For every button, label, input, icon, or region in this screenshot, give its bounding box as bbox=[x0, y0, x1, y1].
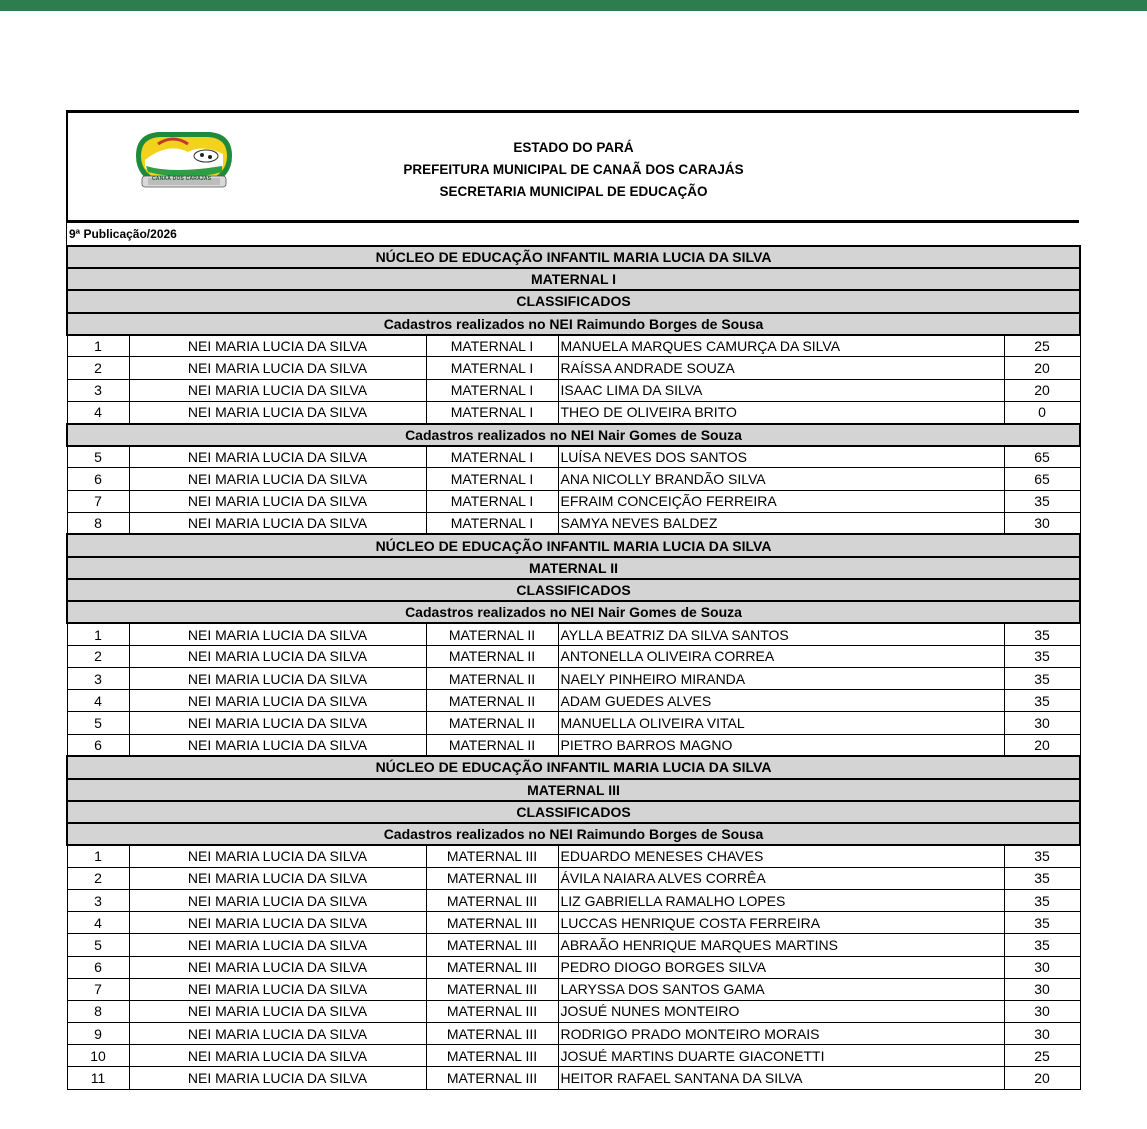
class-cell: MATERNAL III bbox=[426, 845, 558, 867]
rank-cell: 1 bbox=[67, 335, 129, 357]
table-row bbox=[67, 956, 1080, 978]
rank-cell: 2 bbox=[67, 645, 129, 667]
score-cell: 35 bbox=[1004, 490, 1080, 512]
document-header bbox=[66, 110, 1079, 223]
class-cell: MATERNAL III bbox=[426, 1067, 558, 1089]
class-cell: MATERNAL III bbox=[426, 1045, 558, 1067]
table-row bbox=[67, 490, 1080, 512]
school-cell: NEI MARIA LUCIA DA SILVA bbox=[129, 1045, 426, 1067]
school-cell: NEI MARIA LUCIA DA SILVA bbox=[129, 468, 426, 490]
status-heading: CLASSIFICADOS bbox=[67, 579, 1080, 601]
table-row bbox=[67, 401, 1080, 423]
rank-cell: 6 bbox=[67, 734, 129, 756]
student-name-cell: ANTONELLA OLIVEIRA CORREA bbox=[558, 645, 1004, 667]
class-cell: MATERNAL II bbox=[426, 712, 558, 734]
rank-cell: 1 bbox=[67, 623, 129, 645]
school-cell: NEI MARIA LUCIA DA SILVA bbox=[129, 690, 426, 712]
score-cell: 65 bbox=[1004, 446, 1080, 468]
status-heading-row bbox=[67, 579, 1080, 601]
score-cell: 35 bbox=[1004, 623, 1080, 645]
table-row bbox=[67, 1045, 1080, 1067]
score-cell: 30 bbox=[1004, 1000, 1080, 1022]
student-name-cell: JOSUÉ MARTINS DUARTE GIACONETTI bbox=[558, 1045, 1004, 1067]
header-secretariat: SECRETARIA MUNICIPAL DE EDUCAÇÃO bbox=[439, 184, 708, 199]
table-row bbox=[67, 845, 1080, 867]
school-cell: NEI MARIA LUCIA DA SILVA bbox=[129, 446, 426, 468]
rank-cell: 6 bbox=[67, 468, 129, 490]
rank-cell: 4 bbox=[67, 912, 129, 934]
score-cell: 35 bbox=[1004, 645, 1080, 667]
score-cell: 30 bbox=[1004, 512, 1080, 534]
class-heading-row bbox=[67, 779, 1080, 801]
school-cell: NEI MARIA LUCIA DA SILVA bbox=[129, 867, 426, 889]
student-name-cell: RAÍSSA ANDRADE SOUZA bbox=[558, 357, 1004, 379]
table-row bbox=[67, 867, 1080, 889]
status-heading: CLASSIFICADOS bbox=[67, 801, 1080, 823]
class-cell: MATERNAL I bbox=[426, 468, 558, 490]
student-name-cell: HEITOR RAFAEL SANTANA DA SILVA bbox=[558, 1067, 1004, 1089]
table-row bbox=[67, 934, 1080, 956]
table-row bbox=[67, 379, 1080, 401]
rank-cell: 10 bbox=[67, 1045, 129, 1067]
school-cell: NEI MARIA LUCIA DA SILVA bbox=[129, 889, 426, 911]
score-cell: 35 bbox=[1004, 668, 1080, 690]
header-prefecture: PREFEITURA MUNICIPAL DE CANAÃ DOS CARAJÁS bbox=[403, 162, 744, 177]
school-cell: NEI MARIA LUCIA DA SILVA bbox=[129, 645, 426, 667]
student-name-cell: JOSUÉ NUNES MONTEIRO bbox=[558, 1000, 1004, 1022]
school-cell: NEI MARIA LUCIA DA SILVA bbox=[129, 1000, 426, 1022]
class-heading: MATERNAL III bbox=[67, 779, 1080, 801]
table-row bbox=[67, 668, 1080, 690]
table-row bbox=[67, 468, 1080, 490]
school-cell: NEI MARIA LUCIA DA SILVA bbox=[129, 668, 426, 690]
table-row bbox=[67, 734, 1080, 756]
score-cell: 65 bbox=[1004, 468, 1080, 490]
class-heading: MATERNAL II bbox=[67, 557, 1080, 579]
school-cell: NEI MARIA LUCIA DA SILVA bbox=[129, 401, 426, 423]
school-cell: NEI MARIA LUCIA DA SILVA bbox=[129, 379, 426, 401]
rank-cell: 2 bbox=[67, 357, 129, 379]
rank-cell: 5 bbox=[67, 712, 129, 734]
student-name-cell: LARYSSA DOS SANTOS GAMA bbox=[558, 978, 1004, 1000]
student-name-cell: NAELY PINHEIRO MIRANDA bbox=[558, 668, 1004, 690]
group-heading: Cadastros realizados no NEI Raimundo Borges de Sousa bbox=[67, 823, 1080, 845]
student-name-cell: EFRAIM CONCEIÇÃO FERREIRA bbox=[558, 490, 1004, 512]
table-row bbox=[67, 1067, 1080, 1089]
school-heading-row bbox=[67, 756, 1080, 778]
score-cell: 20 bbox=[1004, 734, 1080, 756]
student-name-cell: LIZ GABRIELLA RAMALHO LOPES bbox=[558, 889, 1004, 911]
school-heading-row bbox=[67, 534, 1080, 556]
rank-cell: 7 bbox=[67, 978, 129, 1000]
table-row bbox=[67, 512, 1080, 534]
student-name-cell: MANUELLA OLIVEIRA VITAL bbox=[558, 712, 1004, 734]
score-cell: 35 bbox=[1004, 867, 1080, 889]
group-heading-row bbox=[67, 313, 1080, 335]
student-name-cell: LUÍSA NEVES DOS SANTOS bbox=[558, 446, 1004, 468]
class-cell: MATERNAL III bbox=[426, 956, 558, 978]
school-heading: NÚCLEO DE EDUCAÇÃO INFANTIL MARIA LUCIA DA SILVA bbox=[67, 534, 1080, 556]
school-cell: NEI MARIA LUCIA DA SILVA bbox=[129, 335, 426, 357]
class-cell: MATERNAL II bbox=[426, 645, 558, 667]
rank-cell: 3 bbox=[67, 379, 129, 401]
score-cell: 30 bbox=[1004, 712, 1080, 734]
student-name-cell: MANUELA MARQUES CAMURÇA DA SILVA bbox=[558, 335, 1004, 357]
school-cell: NEI MARIA LUCIA DA SILVA bbox=[129, 1067, 426, 1089]
rank-cell: 5 bbox=[67, 446, 129, 468]
class-cell: MATERNAL I bbox=[426, 357, 558, 379]
student-name-cell: LUCCAS HENRIQUE COSTA FERREIRA bbox=[558, 912, 1004, 934]
school-cell: NEI MARIA LUCIA DA SILVA bbox=[129, 490, 426, 512]
rank-cell: 11 bbox=[67, 1067, 129, 1089]
group-heading: Cadastros realizados no NEI Nair Gomes de Souza bbox=[67, 424, 1080, 446]
student-name-cell: AYLLA BEATRIZ DA SILVA SANTOS bbox=[558, 623, 1004, 645]
group-heading: Cadastros realizados no NEI Nair Gomes de Souza bbox=[67, 601, 1080, 623]
student-name-cell: PIETRO BARROS MAGNO bbox=[558, 734, 1004, 756]
status-heading-row bbox=[67, 801, 1080, 823]
logo-caption: CANAÃ DOS CARAJÁS bbox=[152, 176, 212, 182]
school-cell: NEI MARIA LUCIA DA SILVA bbox=[129, 956, 426, 978]
student-name-cell: ADAM GUEDES ALVES bbox=[558, 690, 1004, 712]
rank-cell: 4 bbox=[67, 690, 129, 712]
table-row bbox=[67, 645, 1080, 667]
table-row bbox=[67, 335, 1080, 357]
score-cell: 25 bbox=[1004, 335, 1080, 357]
school-heading: NÚCLEO DE EDUCAÇÃO INFANTIL MARIA LUCIA DA SILVA bbox=[67, 246, 1080, 268]
score-cell: 20 bbox=[1004, 357, 1080, 379]
rank-cell: 5 bbox=[67, 934, 129, 956]
student-name-cell: THEO DE OLIVEIRA BRITO bbox=[558, 401, 1004, 423]
student-name-cell: ÁVILA NAIARA ALVES CORRÊA bbox=[558, 867, 1004, 889]
table-row bbox=[67, 889, 1080, 911]
group-heading-row bbox=[67, 601, 1080, 623]
rank-cell: 8 bbox=[67, 1000, 129, 1022]
class-heading-row bbox=[67, 268, 1080, 290]
school-cell: NEI MARIA LUCIA DA SILVA bbox=[129, 912, 426, 934]
class-cell: MATERNAL I bbox=[426, 490, 558, 512]
school-cell: NEI MARIA LUCIA DA SILVA bbox=[129, 712, 426, 734]
rank-cell: 8 bbox=[67, 512, 129, 534]
score-cell: 30 bbox=[1004, 956, 1080, 978]
class-cell: MATERNAL II bbox=[426, 734, 558, 756]
school-heading-row bbox=[67, 246, 1080, 268]
table-row bbox=[67, 1023, 1080, 1045]
student-name-cell: ANA NICOLLY BRANDÃO SILVA bbox=[558, 468, 1004, 490]
student-name-cell: ABRAÃO HENRIQUE MARQUES MARTINS bbox=[558, 934, 1004, 956]
rank-cell: 2 bbox=[67, 867, 129, 889]
school-cell: NEI MARIA LUCIA DA SILVA bbox=[129, 623, 426, 645]
score-cell: 30 bbox=[1004, 1023, 1080, 1045]
class-cell: MATERNAL I bbox=[426, 446, 558, 468]
student-name-cell: RODRIGO PRADO MONTEIRO MORAIS bbox=[558, 1023, 1004, 1045]
table-row bbox=[67, 1000, 1080, 1022]
class-cell: MATERNAL III bbox=[426, 867, 558, 889]
class-heading-row bbox=[67, 557, 1080, 579]
group-heading-row bbox=[67, 823, 1080, 845]
rank-cell: 7 bbox=[67, 490, 129, 512]
rank-cell: 3 bbox=[67, 889, 129, 911]
score-cell: 20 bbox=[1004, 1067, 1080, 1089]
class-cell: MATERNAL III bbox=[426, 1000, 558, 1022]
score-cell: 35 bbox=[1004, 889, 1080, 911]
student-name-cell: EDUARDO MENESES CHAVES bbox=[558, 845, 1004, 867]
school-cell: NEI MARIA LUCIA DA SILVA bbox=[129, 357, 426, 379]
score-cell: 35 bbox=[1004, 934, 1080, 956]
student-name-cell: ISAAC LIMA DA SILVA bbox=[558, 379, 1004, 401]
group-heading: Cadastros realizados no NEI Raimundo Borges de Sousa bbox=[67, 313, 1080, 335]
class-cell: MATERNAL I bbox=[426, 379, 558, 401]
score-cell: 35 bbox=[1004, 690, 1080, 712]
school-cell: NEI MARIA LUCIA DA SILVA bbox=[129, 734, 426, 756]
class-cell: MATERNAL I bbox=[426, 512, 558, 534]
table-row bbox=[67, 712, 1080, 734]
class-cell: MATERNAL III bbox=[426, 912, 558, 934]
publication-number: 9ª Publicação/2026 bbox=[66, 223, 1079, 245]
score-cell: 20 bbox=[1004, 379, 1080, 401]
school-cell: NEI MARIA LUCIA DA SILVA bbox=[129, 1023, 426, 1045]
score-cell: 0 bbox=[1004, 401, 1080, 423]
rank-cell: 4 bbox=[67, 401, 129, 423]
class-cell: MATERNAL II bbox=[426, 668, 558, 690]
class-cell: MATERNAL III bbox=[426, 978, 558, 1000]
student-name-cell: PEDRO DIOGO BORGES SILVA bbox=[558, 956, 1004, 978]
table-row bbox=[67, 690, 1080, 712]
group-heading-row bbox=[67, 424, 1080, 446]
score-cell: 35 bbox=[1004, 845, 1080, 867]
table-row bbox=[67, 978, 1080, 1000]
rank-cell: 6 bbox=[67, 956, 129, 978]
class-heading: MATERNAL I bbox=[67, 268, 1080, 290]
top-color-bar bbox=[0, 0, 1147, 11]
class-cell: MATERNAL I bbox=[426, 401, 558, 423]
score-cell: 30 bbox=[1004, 978, 1080, 1000]
class-cell: MATERNAL II bbox=[426, 623, 558, 645]
table-row bbox=[67, 912, 1080, 934]
school-cell: NEI MARIA LUCIA DA SILVA bbox=[129, 934, 426, 956]
class-cell: MATERNAL II bbox=[426, 690, 558, 712]
rank-cell: 3 bbox=[67, 668, 129, 690]
school-heading: NÚCLEO DE EDUCAÇÃO INFANTIL MARIA LUCIA DA SILVA bbox=[67, 756, 1080, 778]
rank-cell: 1 bbox=[67, 845, 129, 867]
class-cell: MATERNAL I bbox=[426, 335, 558, 357]
table-row bbox=[67, 446, 1080, 468]
school-cell: NEI MARIA LUCIA DA SILVA bbox=[129, 845, 426, 867]
school-cell: NEI MARIA LUCIA DA SILVA bbox=[129, 512, 426, 534]
class-cell: MATERNAL III bbox=[426, 889, 558, 911]
classification-table bbox=[66, 245, 1081, 1090]
score-cell: 35 bbox=[1004, 912, 1080, 934]
score-cell: 25 bbox=[1004, 1045, 1080, 1067]
header-state: ESTADO DO PARÁ bbox=[513, 140, 634, 155]
table-row bbox=[67, 623, 1080, 645]
class-cell: MATERNAL III bbox=[426, 1023, 558, 1045]
document-sheet bbox=[66, 110, 1079, 1090]
rank-cell: 9 bbox=[67, 1023, 129, 1045]
status-heading-row bbox=[67, 290, 1080, 312]
table-row bbox=[67, 357, 1080, 379]
status-heading: CLASSIFICADOS bbox=[67, 290, 1080, 312]
student-name-cell: SAMYA NEVES BALDEZ bbox=[558, 512, 1004, 534]
school-cell: NEI MARIA LUCIA DA SILVA bbox=[129, 978, 426, 1000]
class-cell: MATERNAL III bbox=[426, 934, 558, 956]
